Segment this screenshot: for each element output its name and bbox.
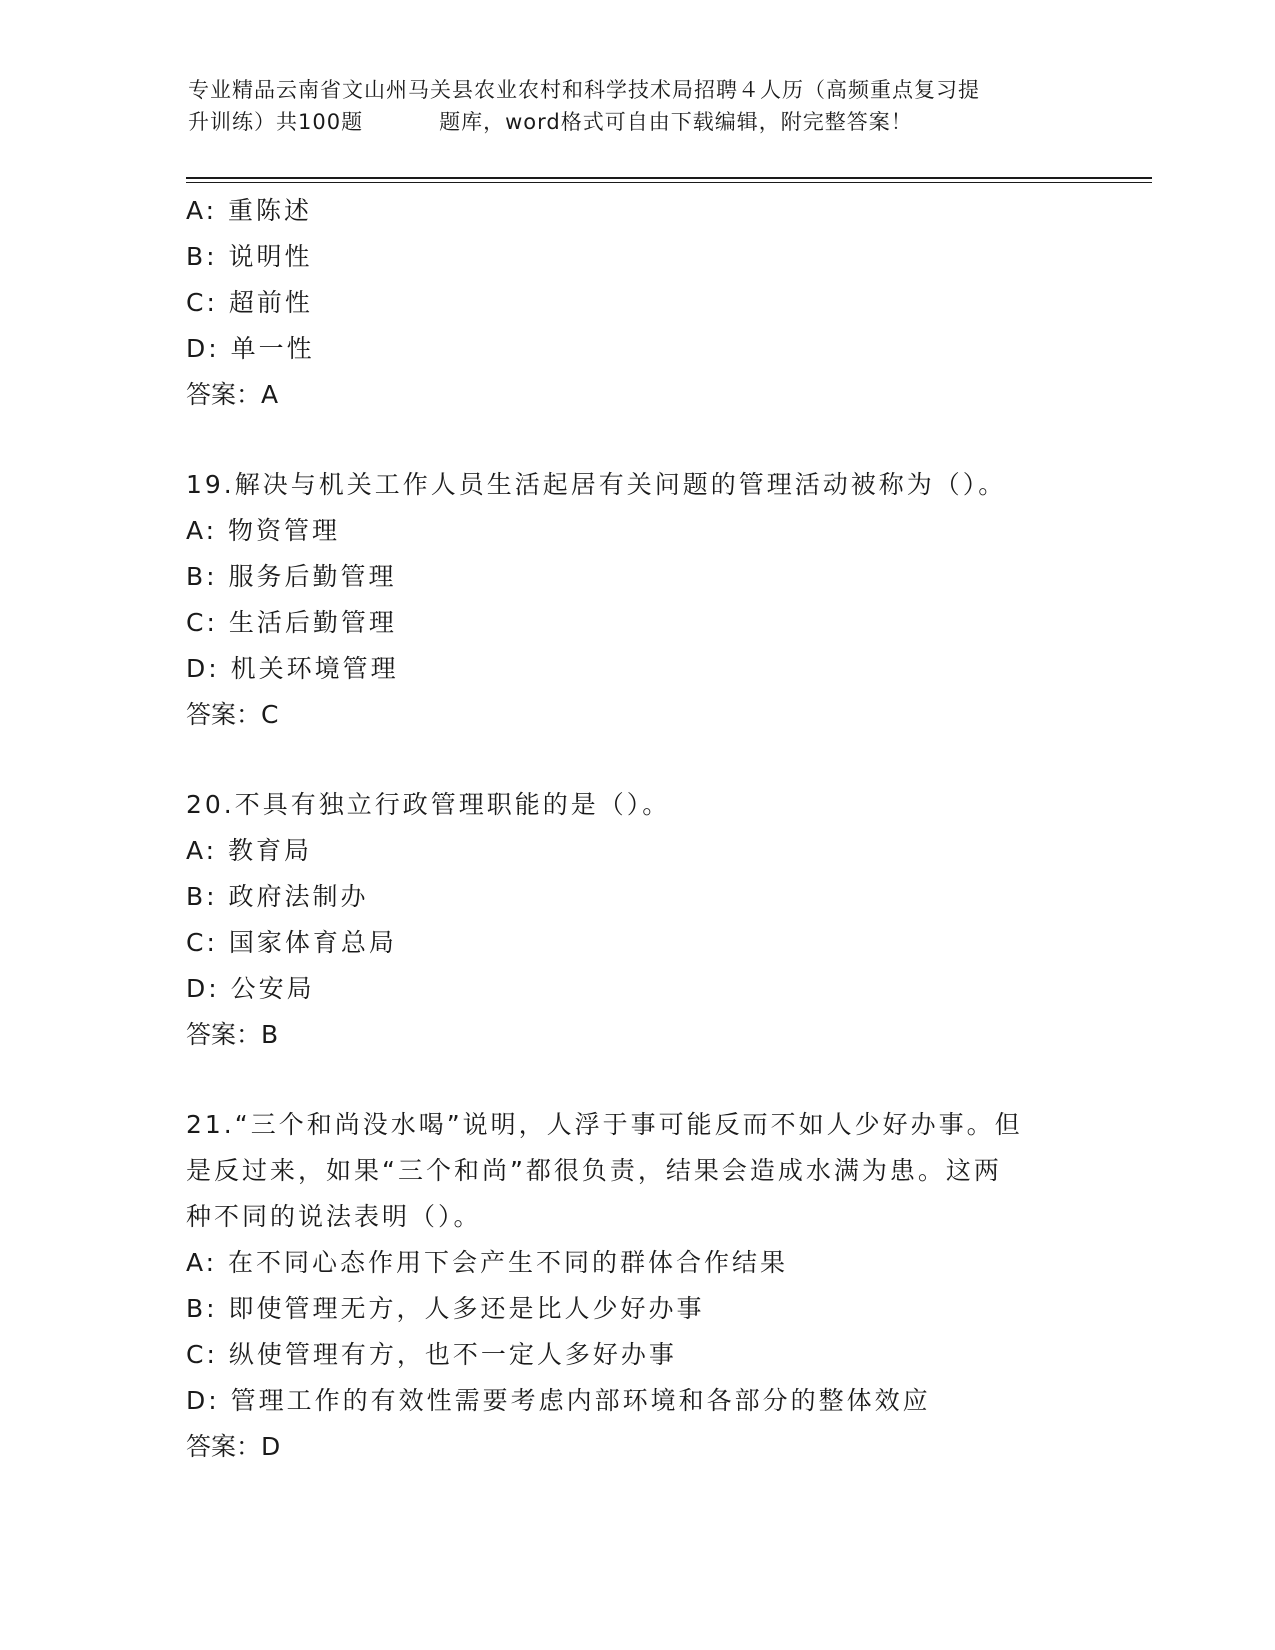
question-spacer — [186, 738, 1116, 782]
option-a: A: 物资管理 — [186, 516, 341, 545]
header-divider-thick — [186, 177, 1152, 179]
option-a: A: 在不同心态作用下会产生不同的群体合作结果 — [186, 1248, 789, 1277]
question-20 — [186, 782, 1116, 1058]
document-header — [188, 74, 1088, 138]
question-21 — [186, 1102, 1116, 1470]
option-a: A: 重陈述 — [186, 196, 313, 225]
header-title-line2-right: 题库，word格式可自由下载编辑，附完整答案！ — [439, 110, 913, 134]
option-d: D: 公安局 — [186, 974, 315, 1003]
question-19 — [186, 462, 1116, 738]
question-18 — [186, 188, 1116, 418]
question-stem — [186, 1102, 1116, 1240]
question-stem: 19.解决与机关工作人员生活起居有关问题的管理活动被称为（）。 — [186, 470, 1007, 499]
question-list — [186, 188, 1116, 1470]
option-c: C: 生活后勤管理 — [186, 608, 397, 637]
header-title-line2-left: 升训练）共100题 — [188, 110, 364, 134]
option-d: D: 机关环境管理 — [186, 654, 399, 683]
question-stem-line: 21.“三个和尚没水喝”说明，人浮于事可能反而不如人少好办事。但 — [186, 1110, 1023, 1139]
option-c: C: 超前性 — [186, 288, 313, 317]
option-b: B: 说明性 — [186, 242, 313, 271]
answer-line: 答案：D — [186, 1432, 281, 1461]
question-stem-line: 是反过来，如果“三个和尚”都很负责，结果会造成水满为患。这两 — [186, 1156, 1002, 1185]
answer-line: 答案：C — [186, 700, 279, 729]
option-a: A: 教育局 — [186, 836, 313, 865]
option-c: C: 国家体育总局 — [186, 928, 397, 957]
answer-line: 答案：A — [186, 380, 279, 409]
option-d: D: 单一性 — [186, 334, 315, 363]
question-spacer — [186, 1058, 1116, 1102]
question-spacer — [186, 418, 1116, 462]
option-b: B: 即使管理无方，人多还是比人少好办事 — [186, 1294, 705, 1323]
option-b: B: 政府法制办 — [186, 882, 369, 911]
answer-line: 答案：B — [186, 1020, 279, 1049]
option-c: C: 纵使管理有方，也不一定人多好办事 — [186, 1340, 677, 1369]
option-b: B: 服务后勤管理 — [186, 562, 397, 591]
question-stem: 20.不具有独立行政管理职能的是（）。 — [186, 790, 671, 819]
header-title-line2 — [188, 106, 1088, 138]
header-title-line1: 专业精品云南省文山州马关县农业农村和科学技术局招聘４人历（高频重点复习提 — [188, 78, 980, 102]
question-stem-line: 种不同的说法表明（）。 — [186, 1202, 482, 1231]
option-d: D: 管理工作的有效性需要考虑内部环境和各部分的整体效应 — [186, 1386, 931, 1415]
header-divider-thin — [186, 182, 1152, 183]
